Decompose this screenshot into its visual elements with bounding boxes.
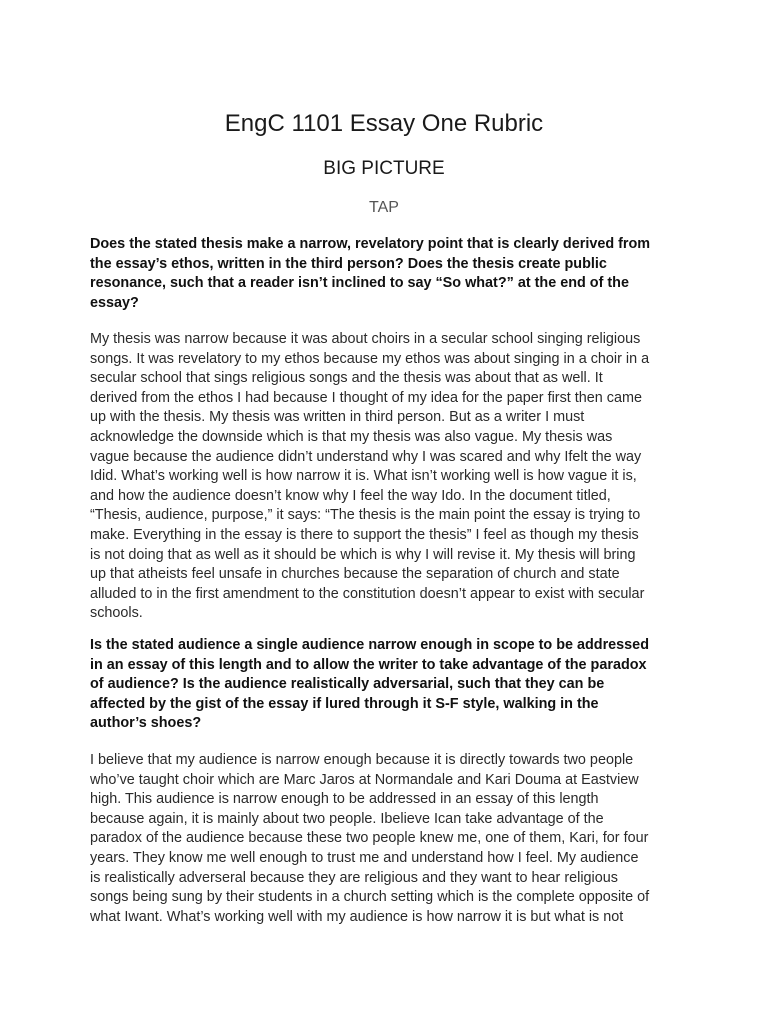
section-heading: BIG PICTURE: [323, 158, 445, 179]
answer-1-line: derived from the ethos I had because I thought of my idea for the paper first then came: [90, 389, 642, 406]
answer-1-line: and how the audience doesn’t know why I feel the way Ido. In the document titled,: [90, 487, 611, 504]
answer-2-line: high. This audience is narrow enough to be addressed in an essay of this length: [90, 791, 599, 808]
answer-2-line: I believe that my audience is narrow enough because it is directly towards two people: [90, 752, 634, 768]
question-1-line: the essay’s ethos, written in the third person? Does the thesis create public: [90, 255, 607, 272]
answer-1-line: up that atheists feel unsafe in churches because the separation of church and state: [90, 566, 620, 583]
answer-2-paragraph: [90, 751, 690, 927]
answer-1-line: songs. It was revelatory to my ethos because my ethos was about singing in a choir in a: [90, 350, 650, 367]
question-1-paragraph: [90, 235, 690, 313]
answer-2-line: is realistically adverseral because they are religious and they want to hear religious: [90, 869, 618, 886]
answer-1-line: secular school that sings religious songs and the thesis was about that as well. It: [90, 370, 603, 387]
answer-1-line: make. Everything in the essay is there to support the thesis” I feel as though my thesis: [90, 526, 639, 543]
question-2-paragraph: [90, 636, 690, 734]
answer-1-line: up with the thesis. My thesis was written in third person. But as a writer I must: [90, 409, 585, 426]
answer-2-line: paradox of the audience because these two people knew me, one of them, Kari, for four: [90, 830, 649, 847]
answer-1-line: schools.: [90, 605, 143, 622]
answer-1-line: My thesis was narrow because it was about choirs in a secular school singing religious: [90, 331, 641, 347]
answer-1-line: “Thesis, audience, purpose,” it says: “The thesis is the main point the essay is trying to: [90, 507, 641, 524]
answer-1-line: vague because the audience didn’t understand why I was scared and why Ifelt the way: [90, 448, 642, 465]
question-2-line: in an essay of this length and to allow the writer to take advantage of the paradox: [90, 656, 647, 673]
question-1-line: Does the stated thesis make a narrow, revelatory point that is clearly derived from: [90, 236, 651, 252]
answer-2-line: what Iwant. What’s working well with my audience is how narrow it is but what is not: [90, 908, 624, 925]
answer-2-line: who’ve taught choir which are Marc Jaros at Normandale and Kari Douma at Eastview: [90, 771, 639, 788]
question-1-line: essay?: [90, 294, 139, 311]
document-title: EngC 1101 Essay One Rubric: [224, 110, 544, 137]
question-2-line: author’s shoes?: [90, 715, 202, 732]
answer-1-line: is not doing that as well as it should be which is why I will revise it. My thesis will bring: [90, 546, 636, 563]
answer-1-line: acknowledge the downside which is that my thesis was also vague. My thesis was: [90, 428, 613, 445]
question-2-line: affected by the gist of the essay if lured through it S-F style, walking in the: [90, 695, 599, 712]
answer-2-line: songs being sung by their students in a church setting which is the complete opposite of: [90, 889, 650, 906]
answer-2-line: because again, it is mainly about two people. Ibelieve Ican take advantage of the: [90, 810, 604, 827]
question-2-line: Is the stated audience a single audience narrow enough in scope to be addressed: [90, 637, 649, 653]
answer-1-line: Idid. What’s working well is how narrow it is. What isn’t working well is how vague it is,: [90, 468, 637, 485]
answer-2-line: years. They know me well enough to trust me and understand how I feel. My audience: [90, 849, 639, 866]
answer-1-line: alluded to in the first amendment to the constitution doesn’t appear to exist with secular: [90, 585, 645, 602]
answer-1-paragraph: [90, 330, 690, 624]
section-label: TAP: [369, 199, 399, 216]
question-1-line: resonance, such that a reader isn’t inclined to say “So what?” at the end of the: [90, 275, 629, 292]
question-2-line: of audience? Is the audience realistically adversarial, such that they can be: [90, 676, 605, 693]
